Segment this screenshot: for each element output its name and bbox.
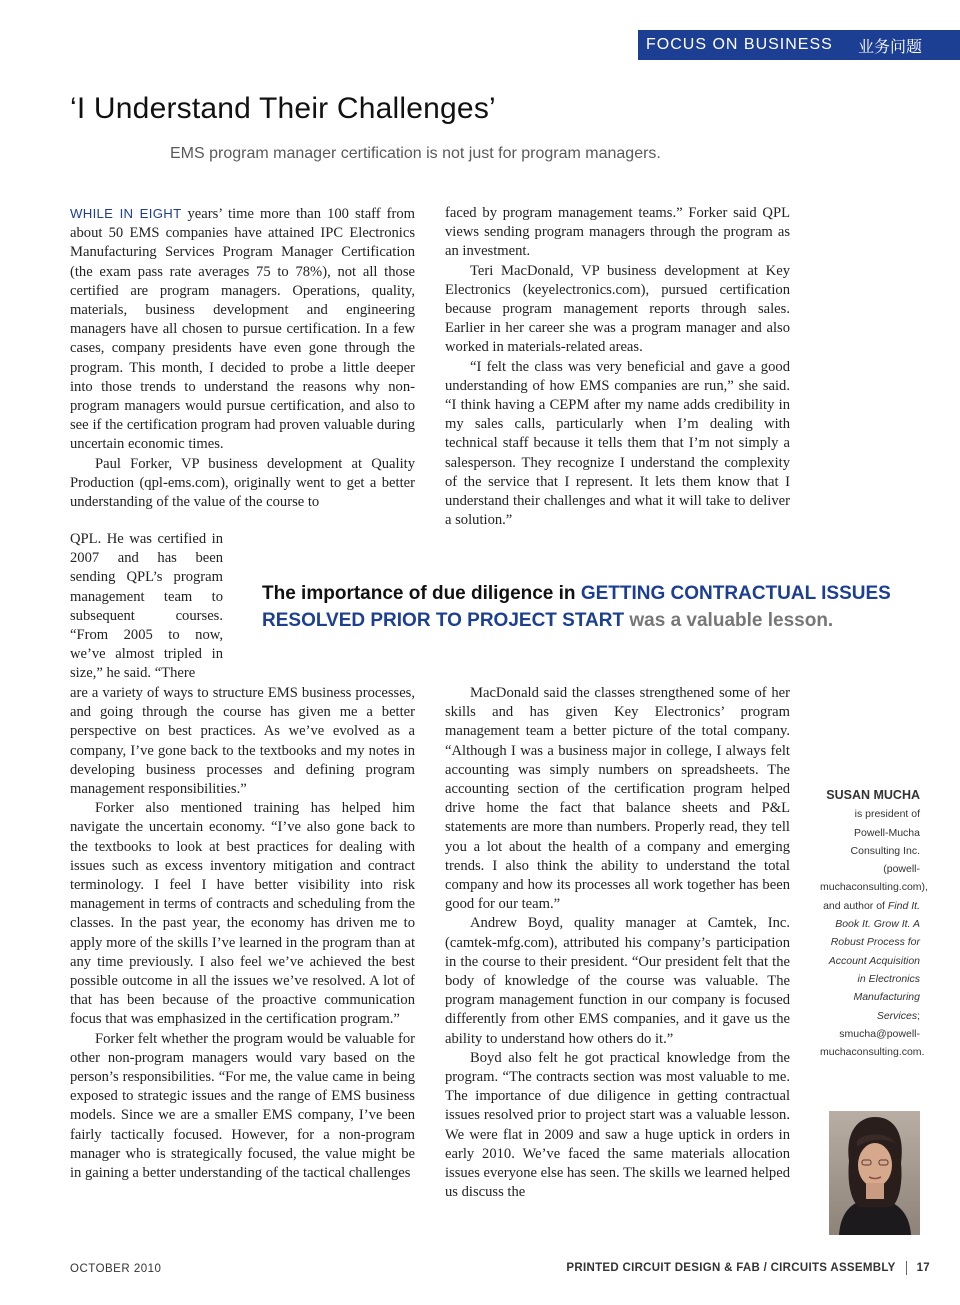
footer-divider [906, 1261, 907, 1275]
lead-in: WHILE IN EIGHT [70, 206, 182, 221]
paragraph-boyd-2: Boyd also felt he got practical knowledge from the program. “The contracts section was most valuable to me. The importance of due diligence in getting contractual issues resolved prior to project start was a valuable lesson. We were flat in 2009 and saw a huge uptick in orders in early 2010. We’ve faced the same materials allocation issues everyone else has seen. The skills we learned helped us discuss the [445, 1049, 791, 1201]
pull-quote: The importance of due diligence in GETTING CONTRACTUAL ISSUES RESOLVED PRIOR TO PROJECT START was a valuable lesson. [262, 583, 891, 631]
author-bio: SUSAN MUCHA is president of Powell-Mucha Consulting Inc. (powell-muchaconsulting.com), and author of Find It. Book It. Grow It. A Robust Process for Account Acquisition in Electronics Manufacturing Services; smucha@powell-muchaconsulting.com. [820, 788, 928, 1059]
author-photo [829, 1111, 920, 1235]
column-left-bottom [70, 684, 415, 1183]
section-banner [638, 30, 960, 60]
paragraph-forker-1-cont: are a variety of ways to structure EMS business processes, and going through the course has given me a better perspective on best practices. As we’ve evolved as a company, I’ve gone back to the textbooks and my notes in developing business processes and defining program management responsibilities.” [70, 685, 415, 798]
publication-name: PRINTED CIRCUIT DESIGN & FAB / CIRCUITS ASSEMBLY [566, 1262, 896, 1274]
column-right-bottom [445, 684, 790, 1202]
article-headline: ‘I Understand Their Challenges’ [70, 92, 496, 125]
book-title: Find It. Book It. Grow It. A Robust Process for Account Acquisition in Electronics Manufacturing Services [828, 899, 920, 1022]
section-label: FOCUS ON BUSINESS [646, 36, 833, 53]
pull-quote-highlight: GETTING CONTRACTUAL ISSUES RESOLVED PRIOR TO PROJECT START [262, 583, 891, 631]
paragraph-macdonald-3: MacDonald said the classes strengthened some of her skills and has given Key Electronics’ program management team a better picture of the total company. “Although I was a business major in college, I always felt accounting was simply numbers on spreadsheets. The accounting section of the certification program helped drive home the fact that balance sheets and P&L statements are more than numbers. Properly read, they tell you a lot about the health of a company and emerging trends. I also think the ability to understand the total company and how its processes all work together has been good for our team.” [445, 685, 790, 913]
footer-date: OCTOBER 2010 [70, 1263, 162, 1275]
author-name: SUSAN MUCHA [826, 788, 920, 802]
paragraph-forker-2: Forker also mentioned training has helped him navigate the uncertain economy. “I’ve also gone back to the textbooks to look at best practices for dealing with issues such as excess inventory mitigation and contract terminology. I feel I have better visibility into risk management in terms of contracts and scheduling from the classes. In the past year, the economy has driven me to apply more of the skills I’ve learned in the program than at any time previously. I also feel we’ve achieved the best possible outcome in all the issues we’ve resolved. A lot of that has been because of the proactive communication focus that was emphasized in the certification program.” [70, 800, 415, 1028]
page-number: 17 [916, 1262, 930, 1274]
column-right-top [445, 204, 790, 530]
paragraph-intro: WHILE IN EIGHT years’ time more than 100 staff from about 50 EMS companies have attained IPC Electronics Manufacturing Services Program Manager Certification (the exam pass rate averages 75 to 78%), not all those certified are program managers. Operations, quality, materials, business development and engineering managers have all chosen to pursue certification. In a few cases, company presidents have even gone through the program. This month, I decided to probe a little deeper into those trends to understand the reasons why non-program managers would pursue certification, and also to see if the certification program had proven valuable during uncertain economic times. [70, 206, 415, 453]
column-left-wrap [70, 530, 223, 684]
paragraph-forker-1: Paul Forker, VP business development at Quality Production (qpl-ems.com), originally went to get a better understanding of the value of the course to [70, 455, 415, 511]
footer-publication [566, 1261, 930, 1275]
article-deck: EMS program manager certification is not just for program managers. [170, 145, 661, 162]
paragraph-forker-3: Forker felt whether the program would be valuable for other non-program managers would vary based on the person’s responsibilities. “For me, the value came in being exposed to strategic issues and the range of EMS business models. Since we are a smaller EMS company, I’ve been fairly tactically focused. However, for a non-program manager who is strategically focused, the value might be in gaining a better understanding of the tactical challenges [70, 1030, 415, 1182]
column-left-top [70, 204, 415, 512]
paragraph-forker-4: faced by program management teams.” Forker said QPL views sending program managers through the program as an investment. [445, 205, 790, 260]
section-label-chinese: 业务问题 [857, 36, 922, 56]
author-photo-illustration [829, 1111, 920, 1235]
paragraph-macdonald-2: “I felt the class was very beneficial and gave a good understanding of how EMS companies are run,” she said. “I think having a CEPM after my name adds credibility in my sales calls, particularly when I’m dealing with technical staff because it tells them that I’m not simply a salesperson. They recognize I understand the complexity of the service that I represent. It lets them know that I understand their challenges and what it will take to deliver a solution.” [445, 358, 790, 529]
paragraph-boyd-1: Andrew Boyd, quality manager at Camtek, Inc. (camtek-mfg.com), attributed his company’s participation in the course to their president. “Our president felt that the body of knowledge of the course was valuable. The program management function in our company is focused differently from other EMS companies, and it gave us the ability to understand how others do it.” [445, 915, 790, 1047]
paragraph-forker-1-wrap: QPL. He was certified in 2007 and has been sending QPL’s program management team to subsequent courses. “From 2005 to now, we’ve almost tripled in size,” he said. “There [70, 531, 223, 682]
paragraph-macdonald-1: Teri MacDonald, VP business development at Key Electronics (keyelectronics.com), pursued certification because program management reports through sales. Earlier in her career she was a program manager and also worked in materials-related areas. [445, 262, 790, 356]
